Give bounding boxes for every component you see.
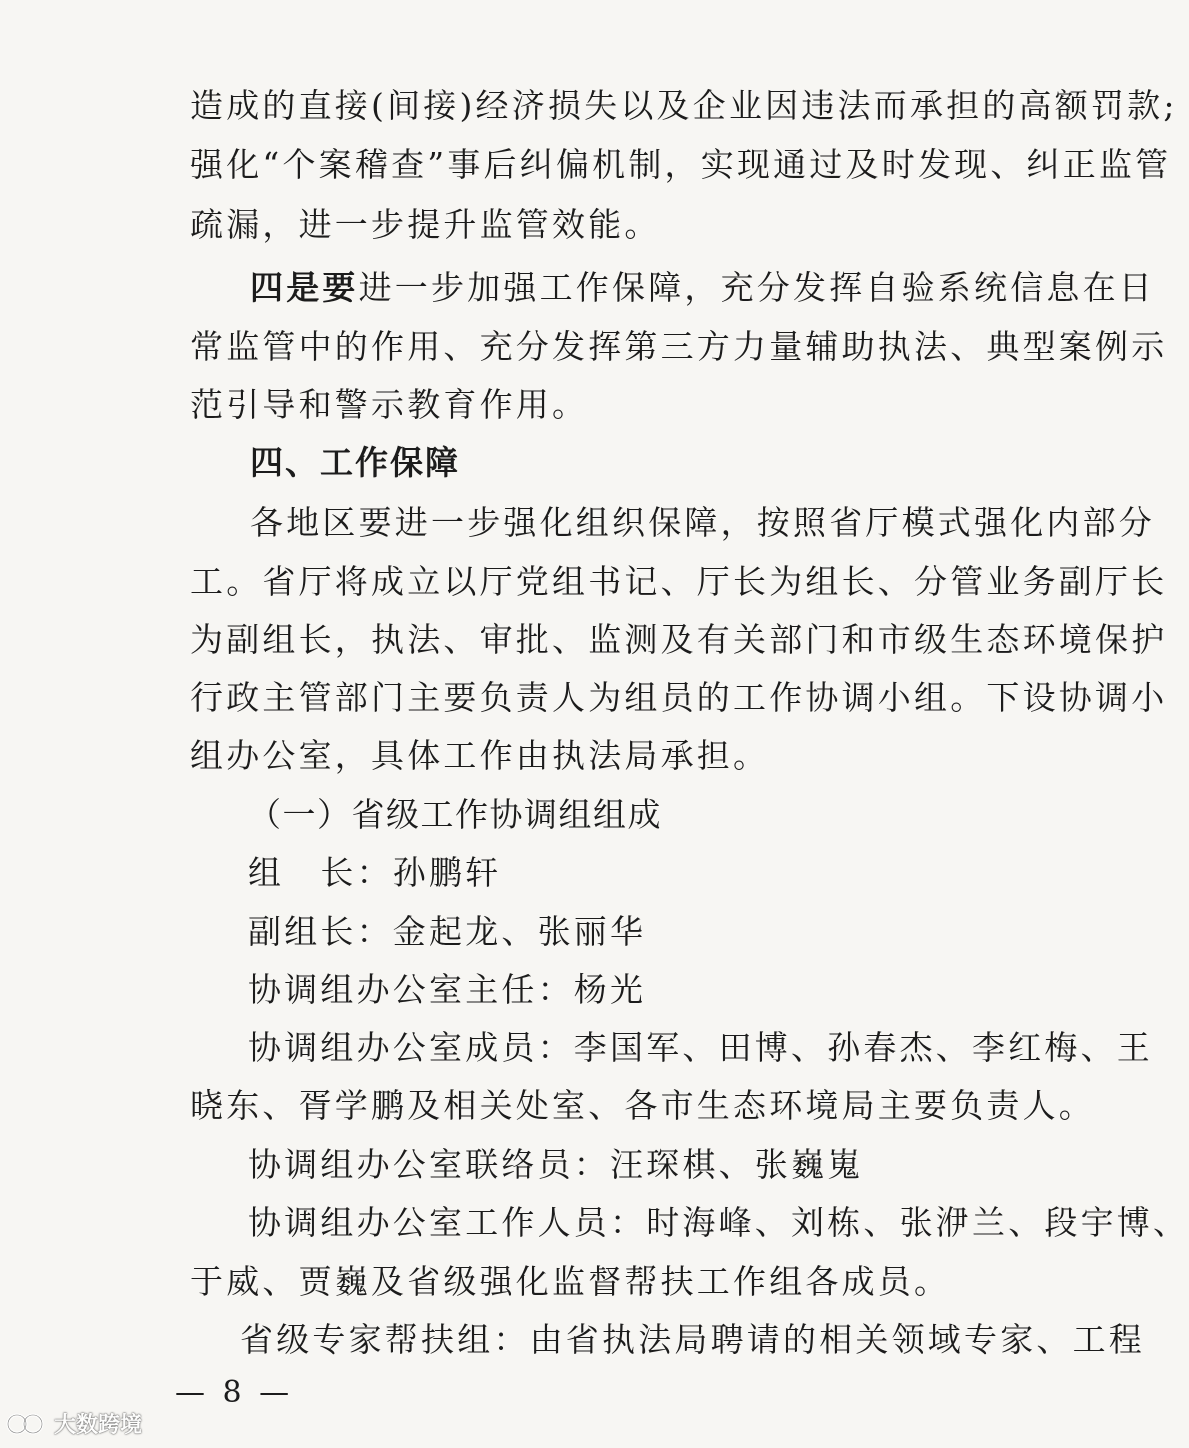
page-number: — 8 — <box>175 1375 294 1410</box>
text-line-11: 行政主管部门主要负责人为组员的工作协调小组。下设协调小 <box>190 678 1168 717</box>
text-line-10: 为副组长，执法、审批、监测及有关部门和市级生态环境保护 <box>190 620 1168 659</box>
subsection-heading: （一）省级工作协调组组成 <box>248 795 662 834</box>
text-line-9: 工。省厅将成立以厅党组书记、厅长为组长、分管业务副厅长 <box>190 562 1168 601</box>
paragraph-four <box>250 268 1155 308</box>
watermark <box>6 1408 142 1439</box>
watermark-text: 大数跨境 <box>54 1413 143 1438</box>
text-line-5: 常监管中的作用、充分发挥第三方力量辅助执法、典型案例示 <box>190 327 1168 366</box>
liaison-line: 协调组办公室联络员：汪琛棋、张巍嵬 <box>248 1145 864 1184</box>
text-line-6: 范引导和警示教育作用。 <box>190 385 589 424</box>
text-line-1: 造成的直接(间接)经济损失以及企业因违法而承担的高额罚款; <box>190 86 1178 125</box>
expert-group-line: 省级专家帮扶组：由省执法局聘请的相关领域专家、工程 <box>240 1320 1145 1359</box>
text-line-3: 疏漏，进一步提升监管效能。 <box>190 205 661 244</box>
staff-line-2: 于威、贾巍及省级强化监督帮扶工作组各成员。 <box>190 1262 951 1301</box>
leader-line: 组 长：孙鹏轩 <box>248 853 502 892</box>
deputy-leader-line: 副组长：金起龙、张丽华 <box>248 912 647 951</box>
office-director-line: 协调组办公室主任：杨光 <box>248 970 647 1009</box>
staff-line: 协调组办公室工作人员：时海峰、刘栋、张洢兰、段宇博、 <box>248 1203 1189 1242</box>
text-line-8: 各地区要进一步强化组织保障，按照省厅模式强化内部分 <box>250 503 1155 542</box>
logo-icon <box>6 1411 50 1437</box>
section-heading: 四、工作保障 <box>250 443 460 482</box>
text-line-2: 强化“个案稽查”事后纠偏机制，实现通过及时发现、纠正监管 <box>190 145 1172 184</box>
text-line-4: 进一步加强工作保障，充分发挥自验系统信息在日 <box>358 268 1156 307</box>
bold-prefix: 四是要 <box>250 268 359 307</box>
office-members-line: 协调组办公室成员：李国军、田博、孙春杰、李红梅、王 <box>248 1028 1153 1067</box>
office-members-line-2: 晓东、胥学鹏及相关处室、各市生态环境局主要负责人。 <box>190 1086 1095 1125</box>
text-line-12: 组办公室，具体工作由执法局承担。 <box>190 736 770 775</box>
